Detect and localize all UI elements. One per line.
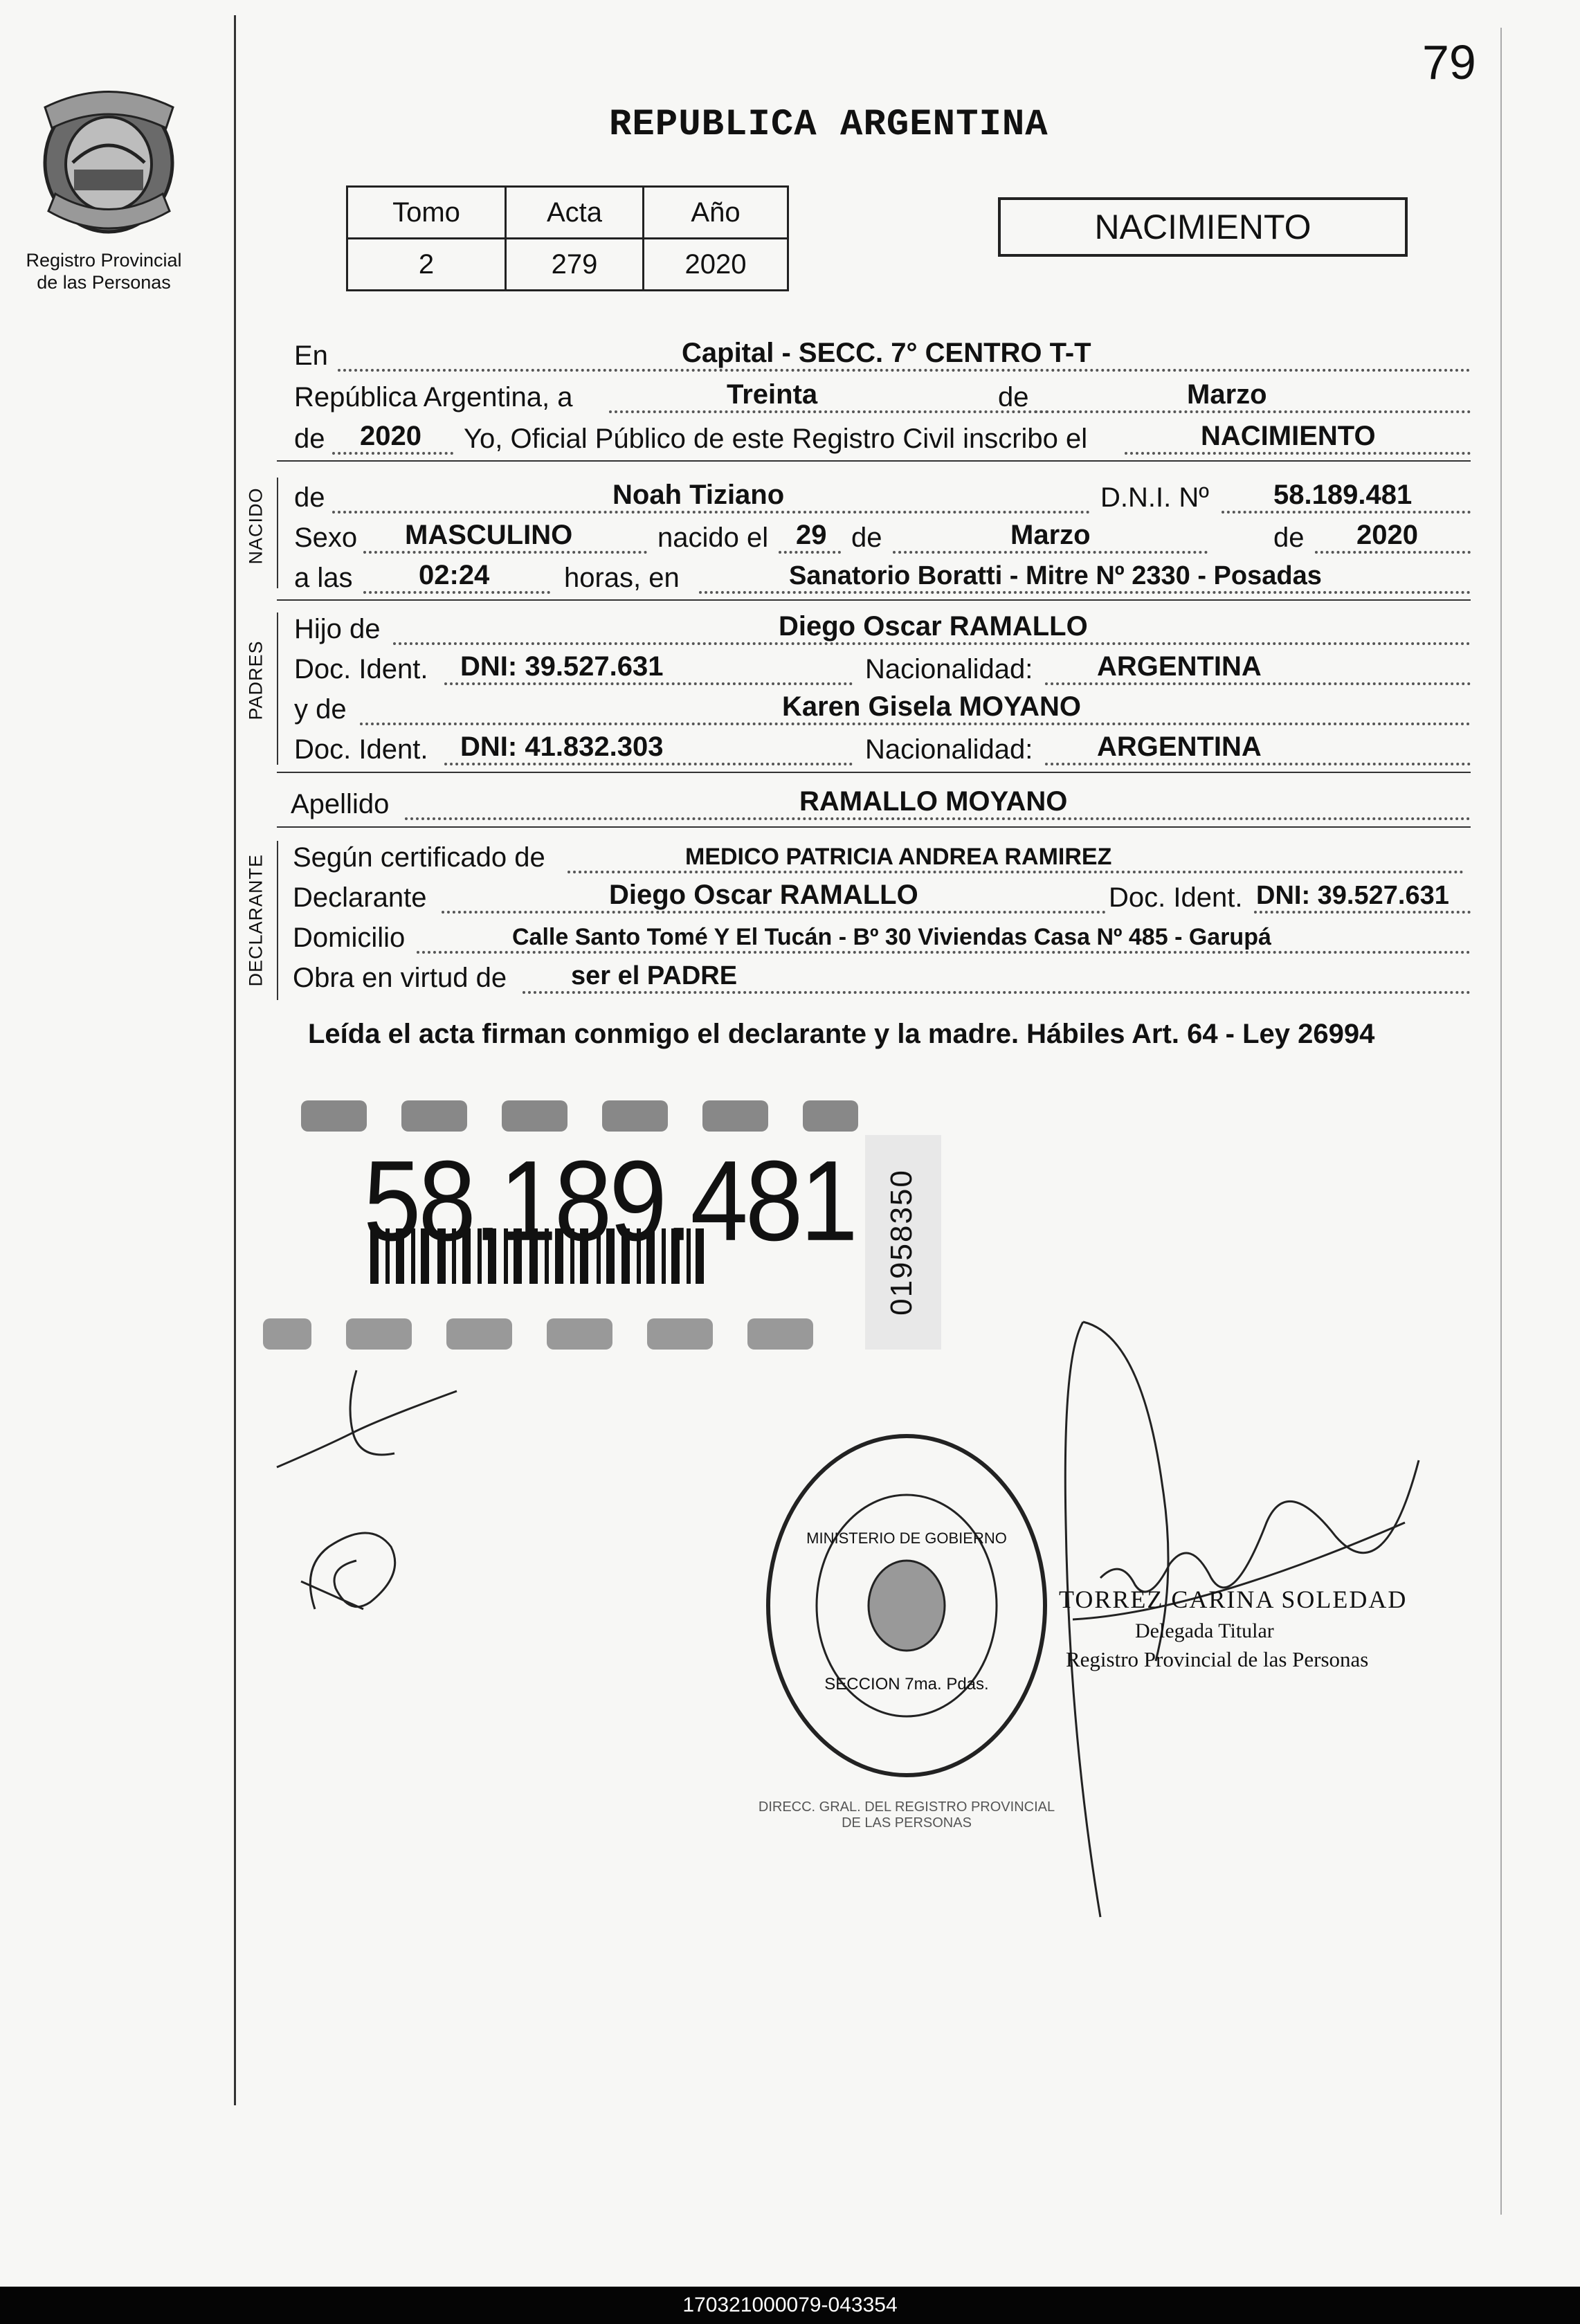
- record-type-box: NACIMIENTO: [998, 197, 1408, 257]
- certificate-value: MEDICO PATRICIA ANDREA RAMIREZ: [685, 844, 1112, 870]
- row-date: República Argentina, a Treinta de Marzo: [291, 377, 1471, 417]
- tomo-label: Tomo: [347, 187, 506, 239]
- acta-value: 279: [506, 239, 644, 291]
- row-sex-birth: Sexo MASCULINO nacido el 29 de Marzo de 2020: [291, 518, 1471, 558]
- officer-name: TORREZ CARINA SOLEDAD: [1059, 1586, 1408, 1613]
- father-name-value: Diego Oscar RAMALLO: [779, 611, 1088, 642]
- closing-statement: Leída el acta firman conmigo el declarante y la madre. Hábiles Art. 64 - Ley 26994: [308, 1019, 1375, 1049]
- left-margin-line: [234, 15, 236, 2105]
- birth-time-value: 02:24: [419, 560, 490, 590]
- birth-place-value: Sanatorio Boratti - Mitre Nº 2330 - Posadas: [789, 561, 1322, 590]
- row-certificate: Según certificado de MEDICO PATRICIA ANDREA RAMIREZ: [291, 837, 1471, 878]
- month-value: Marzo: [1187, 379, 1267, 410]
- act-type-value: NACIMIENTO: [1201, 421, 1376, 451]
- control-number: 01958350: [884, 1169, 918, 1316]
- footer-code-bar: 170321000079-043354: [0, 2287, 1580, 2324]
- row-time-place: a las 02:24 horas, en Sanatorio Boratti - Mitre Nº 2330 - Posadas: [291, 558, 1471, 598]
- row-address: Domicilio Calle Santo Tomé Y El Tucán - Bº 30 Viviendas Casa Nº 485 - Garupá: [291, 918, 1471, 958]
- stamp-section-text: SECCION 7ma. Pdas.: [824, 1675, 989, 1694]
- mother-doc-value: DNI: 41.832.303: [460, 732, 664, 762]
- surname-value: RAMALLO MOYANO: [799, 786, 1068, 817]
- row-declarant: Declarante Diego Oscar RAMALLO Doc. Ident. DNI: 39.527.631: [291, 878, 1471, 918]
- declarant-signature: [270, 1356, 471, 1481]
- tomo-value: 2: [347, 239, 506, 291]
- declarant-name-value: Diego Oscar RAMALLO: [609, 880, 918, 910]
- address-value: Calle Santo Tomé Y El Tucán - Bº 30 Viviendas Casa Nº 485 - Garupá: [512, 924, 1271, 950]
- sex-value: MASCULINO: [405, 520, 573, 550]
- record-table: [346, 185, 789, 291]
- mother-name-value: Karen Gisela MOYANO: [782, 691, 1082, 722]
- row-mother: y de Karen Gisela MOYANO: [291, 689, 1471, 729]
- stamp-outer-text: DIRECC. GRAL. DEL REGISTRO PROVINCIAL DE LAS PERSONAS: [758, 1799, 1055, 1831]
- child-dni-value: 58.189.481: [1273, 480, 1413, 510]
- row-place: En Capital - SECC. 7° CENTRO T-T: [291, 336, 1471, 376]
- section-declarante-label: DECLARANTE: [245, 853, 266, 987]
- row-father-doc: Doc. Ident. DNI: 39.527.631 Nacionalidad: ARGENTINA: [291, 649, 1471, 689]
- father-nationality-value: ARGENTINA: [1097, 651, 1262, 682]
- row-surname: Apellido RAMALLO MOYANO: [291, 784, 1471, 824]
- stamp-inner-text: MINISTERIO DE GOBIERNO: [806, 1529, 1007, 1547]
- officer-office: Registro Provincial de las Personas: [1066, 1647, 1369, 1671]
- row-statement: de 2020 Yo, Oficial Público de este Registro Civil inscribo el NACIMIENTO: [291, 419, 1471, 459]
- right-margin-line: [1500, 28, 1502, 2215]
- year-value: 2020: [360, 421, 421, 451]
- father-doc-value: DNI: 39.527.631: [460, 651, 664, 682]
- mother-signature: [287, 1505, 412, 1623]
- child-name-value: Noah Tiziano: [612, 480, 785, 510]
- section-padres-label: PADRES: [245, 640, 266, 720]
- row-reason: Obra en virtud de ser el PADRE: [291, 958, 1471, 998]
- registry-name: Registro Provincial de las Personas: [26, 250, 182, 293]
- sticker-dni-number: 58.189.481: [363, 1136, 855, 1264]
- declarant-doc-value: DNI: 39.527.631: [1256, 881, 1449, 910]
- acta-label: Acta: [506, 187, 644, 239]
- ano-value: 2020: [644, 239, 788, 291]
- section-nacido-label: NACIDO: [245, 487, 266, 565]
- mother-nationality-value: ARGENTINA: [1097, 732, 1262, 762]
- birth-month-value: Marzo: [1010, 520, 1091, 550]
- officer-role: Delegada Titular: [1135, 1619, 1274, 1642]
- birth-year-value: 2020: [1356, 520, 1418, 550]
- reason-value: ser el PADRE: [571, 961, 738, 990]
- birth-day-value: 29: [796, 520, 827, 550]
- provincial-seal: [31, 80, 187, 239]
- document-title: REPUBLICA ARGENTINA: [609, 104, 1048, 146]
- page-number: 79: [1422, 35, 1476, 89]
- row-father: Hijo de Diego Oscar RAMALLO: [291, 609, 1471, 649]
- row-child-name: de Noah Tiziano D.N.I. Nº 58.189.481: [291, 478, 1471, 518]
- ano-label: Año: [644, 187, 788, 239]
- official-stamp: [758, 1422, 1055, 1789]
- row-mother-doc: Doc. Ident. DNI: 41.832.303 Nacionalidad: ARGENTINA: [291, 729, 1471, 770]
- day-value: Treinta: [727, 379, 818, 410]
- place-value: Capital - SECC. 7° CENTRO T-T: [682, 338, 1091, 368]
